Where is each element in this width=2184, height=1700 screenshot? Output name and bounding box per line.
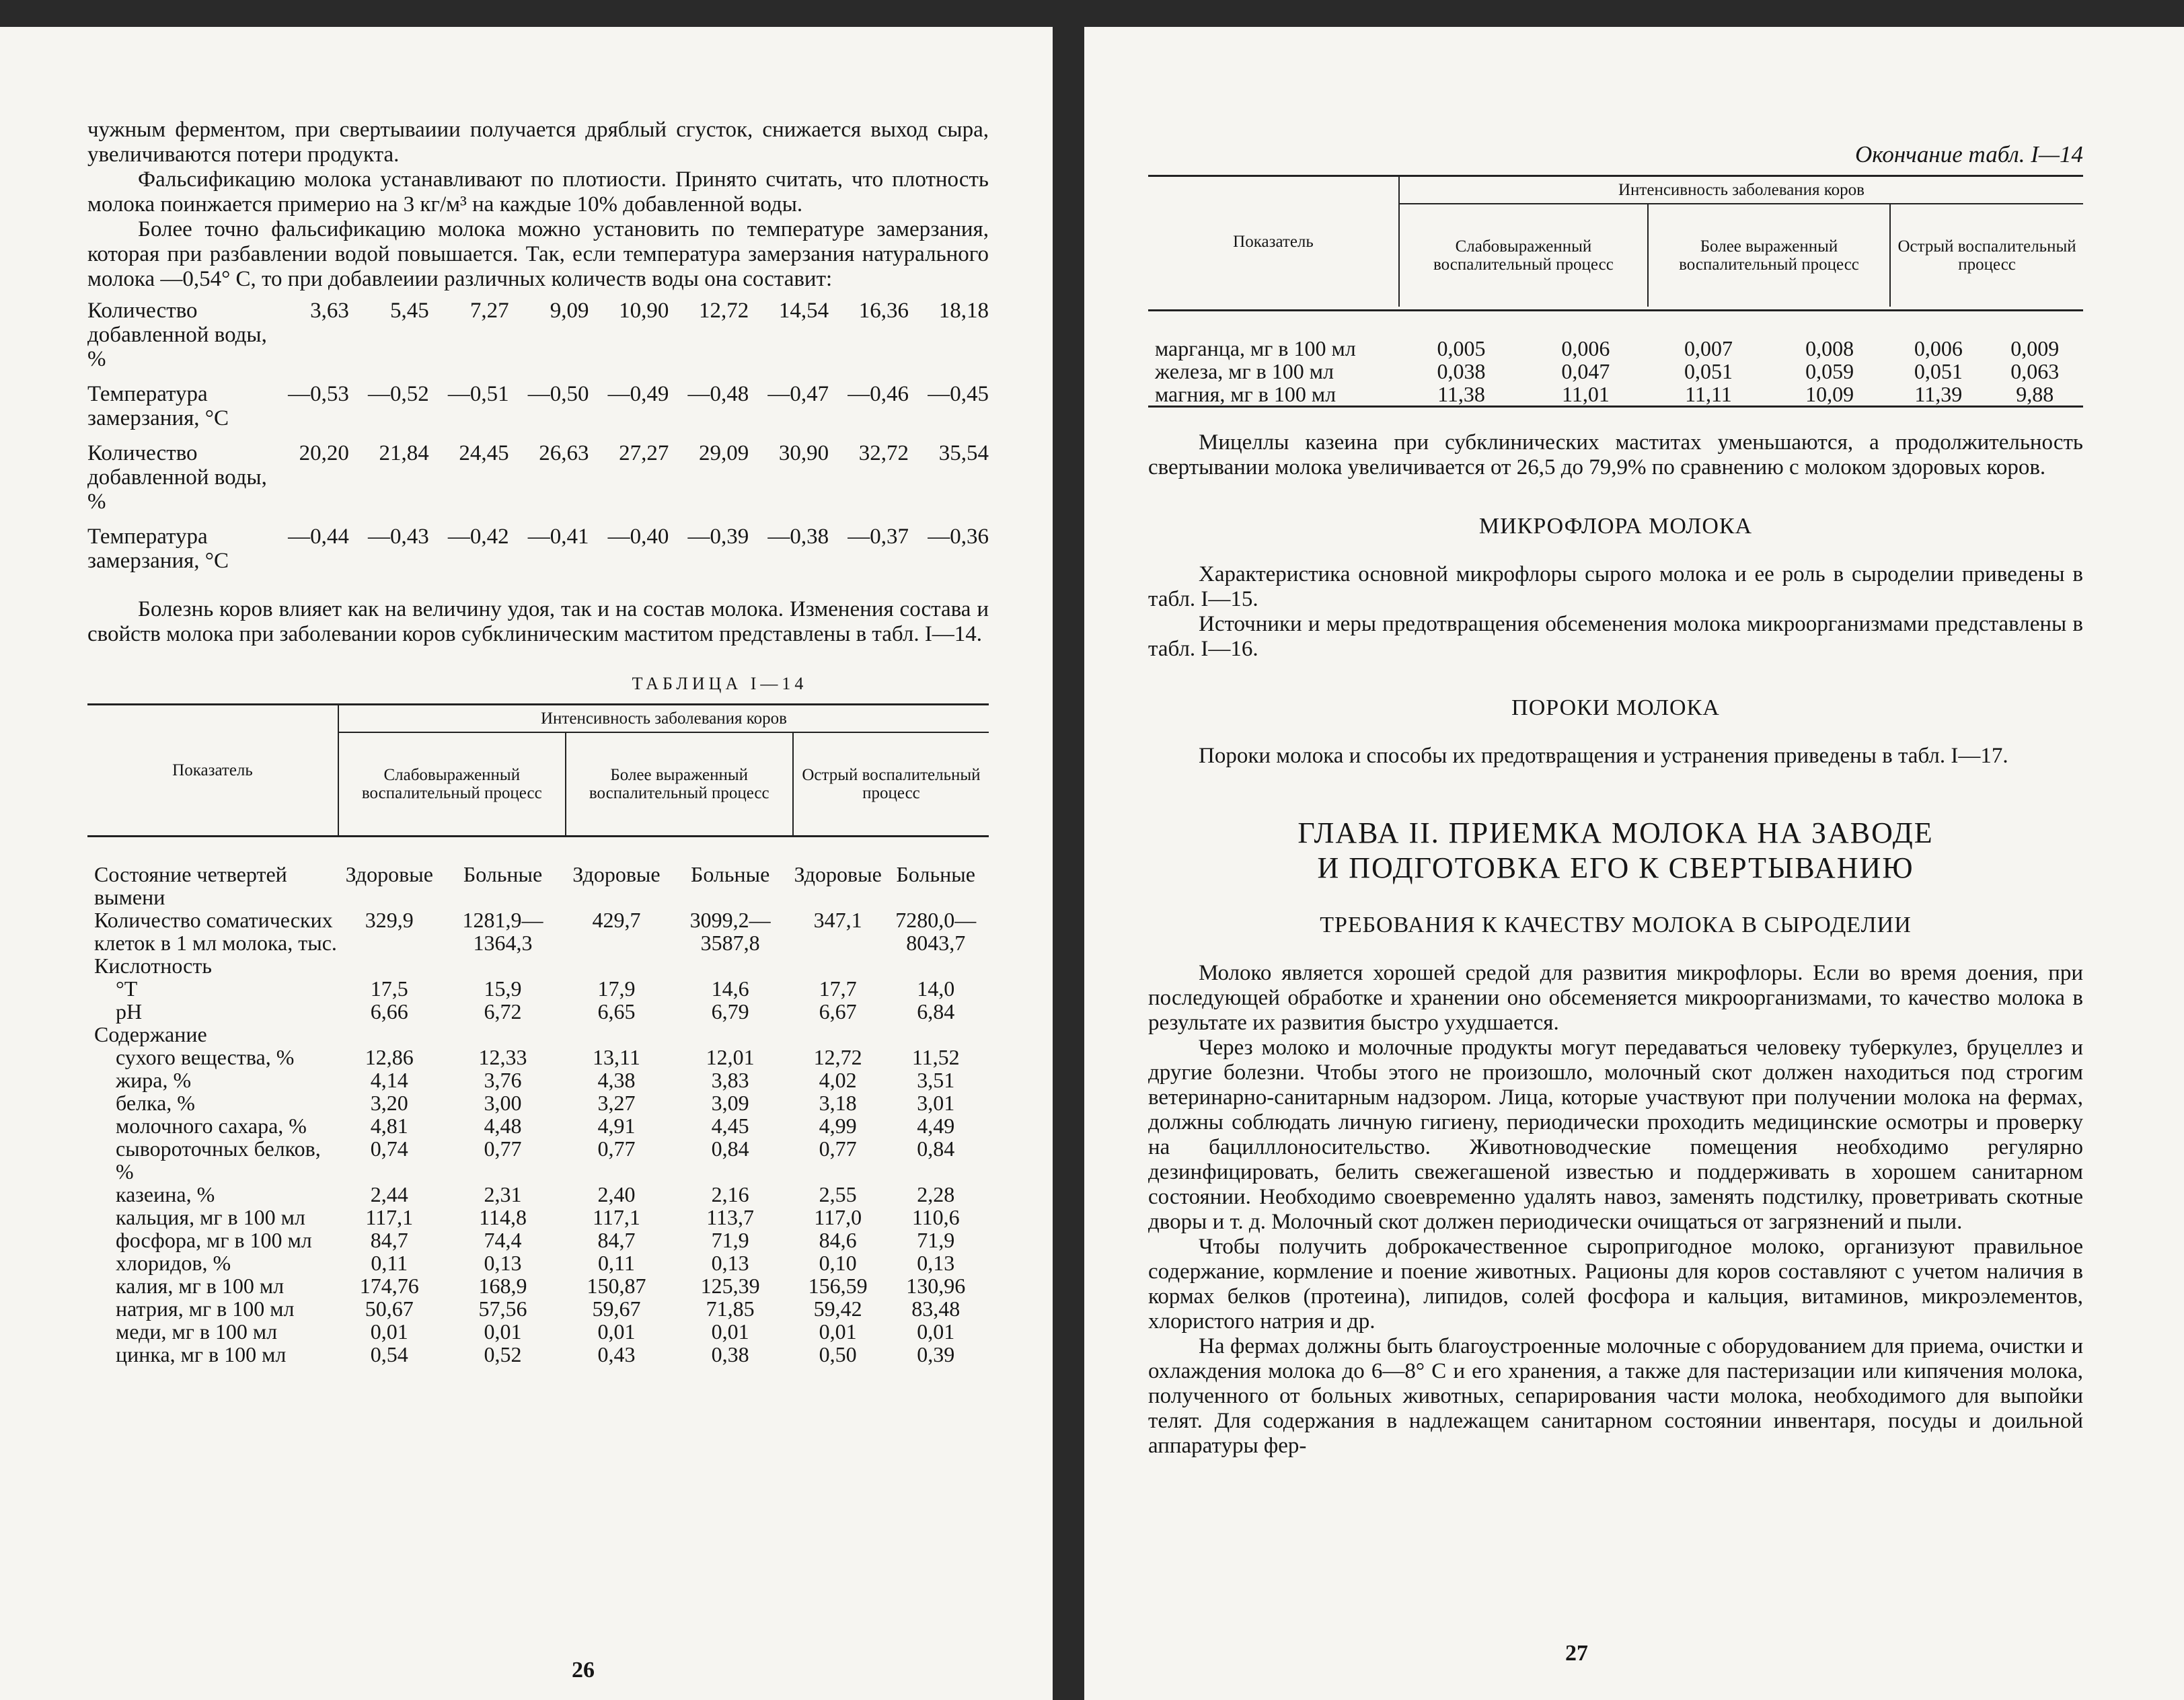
row-label: магния, мг в 100 мл xyxy=(1148,383,1399,407)
cell-value: 0,01 xyxy=(484,1319,522,1344)
table-row xyxy=(87,1274,989,1297)
cell-value: 114,8 xyxy=(479,1205,527,1229)
microflora-heading: МИКРОФЛОРА МОЛОКА xyxy=(1478,514,1753,539)
cell-value: 2,16 xyxy=(711,1182,749,1206)
freezing-value: 3,63 xyxy=(310,299,349,323)
body-paragraph-1: Молоко является хорошей средой для развития микрофлоры. Если во время доения, при последующей обработке и хранении оно обсеменяется микроорганизмами, то качество молока в результате их развития быстро ухудшается. xyxy=(1148,961,2083,1035)
cell-value: 0,038 xyxy=(1437,359,1486,383)
freezing-table-row xyxy=(87,299,989,382)
cell-value: 4,99 xyxy=(819,1114,857,1138)
col-acute-cont: Острый воспалительный процесс xyxy=(1890,204,2083,307)
cell-value: 0,74 xyxy=(370,1136,408,1161)
cell-value xyxy=(667,1023,793,1046)
freezing-value: —0,53 xyxy=(288,382,349,406)
intro-paragraph-3: Более точно фальсификацию молока можно установить по температуре замерзания, которая при разбавлении водой повышается. Так, если температура замерзания натурального молока —0,54° С, то при добавлеиии различных количеств воды она составит: xyxy=(87,217,989,291)
cell-value: 125,39 xyxy=(700,1274,760,1298)
row-label: Состояние четвертей вымени xyxy=(94,862,287,909)
freezing-value: 14,54 xyxy=(778,299,829,323)
cell-value: 15,9 xyxy=(484,976,522,1001)
cell-value: 6,79 xyxy=(711,999,749,1023)
table-row xyxy=(87,1023,989,1046)
cell-value: 0,01 xyxy=(711,1319,749,1344)
chapter-title xyxy=(1148,816,2083,886)
microflora-paragraph-2: Источники и меры предотвращения обсеменения молока микроорганизмами представлены в табл. I—16. xyxy=(1148,612,2083,661)
cell-value: 117,1 xyxy=(365,1205,414,1229)
col-group: Интенсивность заболевания коров xyxy=(338,705,989,733)
cell-value: 0,009 xyxy=(2010,336,2060,360)
freezing-value: 12,72 xyxy=(699,299,749,323)
freezing-table-row xyxy=(87,441,989,525)
cell-value: 0,01 xyxy=(819,1319,857,1344)
table-row xyxy=(87,1297,989,1320)
row-label: натрия, мг в 100 мл xyxy=(116,1297,295,1321)
table-row xyxy=(87,1343,989,1366)
freezing-value: —0,37 xyxy=(848,525,909,549)
row-label: марганца, мг в 100 мл xyxy=(1155,336,1356,360)
freezing-value: 18,18 xyxy=(938,299,989,323)
cell-value xyxy=(566,954,668,977)
cell-value: 0,01 xyxy=(597,1319,636,1344)
cell-value: 11,39 xyxy=(1890,383,1986,407)
cell-value: 59,67 xyxy=(592,1297,641,1321)
cell-value: 0,063 xyxy=(2010,359,2060,383)
cell-value: Здоровые xyxy=(345,862,433,886)
cell-value: 59,42 xyxy=(813,1297,862,1321)
table-row xyxy=(1148,383,2083,407)
cell-value: 7280,0—8043,7 xyxy=(895,908,977,955)
cell-value: 0,051 xyxy=(1914,359,1963,383)
cell-value: 13,11 xyxy=(593,1045,640,1069)
cell-value: 9,88 xyxy=(1987,383,2083,407)
cell-value: 0,01 xyxy=(917,1319,955,1344)
freezing-row-label: Температура замерзания, °С xyxy=(87,382,229,430)
cell-value xyxy=(882,1023,989,1046)
mastitis-table xyxy=(87,703,989,1366)
cell-value xyxy=(566,1023,668,1046)
intro-paragraph-2: Фальсификацию молока устанавливают по плотиости. Принято считать, что плотность молока поинжается примерио на 3 кг/м³ на каждые 10% добавленной воды. xyxy=(87,167,989,217)
table-row xyxy=(87,1137,989,1183)
cell-value: 2,40 xyxy=(597,1182,636,1206)
cell-value xyxy=(793,954,883,977)
freezing-point-table xyxy=(87,299,989,584)
cell-value: 0,52 xyxy=(484,1342,522,1366)
freezing-value: 21,84 xyxy=(379,441,429,465)
cell-value xyxy=(338,1023,440,1046)
cell-value: 6,84 xyxy=(917,999,955,1023)
table-row xyxy=(87,909,989,954)
cell-value: 3,18 xyxy=(819,1091,857,1115)
row-label: сывороточных белков, % xyxy=(116,1136,321,1184)
cell-value: 0,84 xyxy=(917,1136,955,1161)
cell-value: 0,006 xyxy=(1914,336,1963,360)
cell-value: 3,83 xyxy=(711,1068,749,1092)
cell-value: 12,86 xyxy=(365,1045,414,1069)
cell-value: Здоровые xyxy=(794,862,882,886)
cell-value: 347,1 xyxy=(813,908,862,932)
cell-value xyxy=(667,954,793,977)
freezing-value: —0,42 xyxy=(447,525,509,549)
col-group-cont: Интенсивность заболевания коров xyxy=(1399,176,2083,204)
cell-value: 0,005 xyxy=(1437,336,1486,360)
cell-value: 2,55 xyxy=(819,1182,857,1206)
col-more-cont: Более выраженный воспалительный процесс xyxy=(1648,204,1890,307)
col-indicator-cont: Показатель xyxy=(1233,233,1314,251)
cell-value: 429,7 xyxy=(592,908,641,932)
body-paragraph-2: Через молоко и молочные продукты могут передаваться человеку туберкулез, бруцеллез и другие болезни. Чтобы этого не произошло, молочный скот должен находиться под строгим ветеринарно-санитарным надзором. Лица, которые участвуют при получении молока на фермах, должны соблюдать личную гигиену, периодически проходить медицинские осмотры и проверку на бацилллоносительство. Животноводческие помещения необходимо регулярно дезинфицировать, белить свежегашеной известью и поддерживать в хорошем санитарном состоянии. Необходимо своевременно удалять навоз, заменять подстилку, проветривать скотные дворы и т. д. Молочный скот должен периодически очищаться от загрязнений и пыли. xyxy=(1148,1036,2083,1234)
cell-value: 3,20 xyxy=(370,1091,408,1115)
row-label: pH xyxy=(116,999,143,1023)
cell-value: 17,5 xyxy=(370,976,408,1001)
cell-value: 0,01 xyxy=(370,1319,408,1344)
disease-paragraph: Болезнь коров влияет как на величину удоя, так и на состав молока. Изменения состава и свойств молока при заболевании коров субклиническим маститом представлены в табл. I—14. xyxy=(87,597,989,646)
freezing-value: 30,90 xyxy=(778,441,829,465)
freezing-value: —0,47 xyxy=(767,382,829,406)
row-label: калия, мг в 100 мл xyxy=(116,1274,285,1298)
cell-value: 0,008 xyxy=(1805,336,1854,360)
cell-value xyxy=(440,1023,565,1046)
defects-heading: ПОРОКИ МОЛОКА xyxy=(1511,695,1720,720)
col-mild-cont: Слабовыраженный воспалительный процесс xyxy=(1399,204,1648,307)
freezing-value: —0,40 xyxy=(607,525,669,549)
row-label: молочного сахара, % xyxy=(116,1114,307,1138)
cell-value: 0,77 xyxy=(597,1136,636,1161)
cell-value xyxy=(793,1023,883,1046)
cell-value: 6,72 xyxy=(484,999,522,1023)
table-row xyxy=(87,1091,989,1114)
row-label: жира, % xyxy=(116,1068,192,1092)
cell-value: 110,6 xyxy=(911,1205,960,1229)
freezing-value: 26,63 xyxy=(539,441,589,465)
cell-value: 0,11 xyxy=(598,1251,635,1275)
table-row xyxy=(87,1046,989,1069)
table-label: ТАБЛИЦА I—14 xyxy=(632,674,808,693)
table-row xyxy=(87,954,989,977)
cell-value: 0,047 xyxy=(1561,359,1610,383)
cell-value: Больные xyxy=(690,862,770,886)
cell-value: 11,11 xyxy=(1648,383,1769,407)
cell-value: 71,9 xyxy=(711,1228,749,1252)
cell-value: 17,9 xyxy=(597,976,636,1001)
cell-value: 156,59 xyxy=(808,1274,868,1298)
freezing-value: —0,41 xyxy=(527,525,589,549)
cell-value: 84,7 xyxy=(370,1228,408,1252)
freezing-table-row xyxy=(87,382,989,441)
freezing-row-label: Количество добавленной воды, % xyxy=(87,299,267,371)
table-row xyxy=(87,977,989,1000)
freezing-value: —0,52 xyxy=(368,382,429,406)
cell-value: 329,9 xyxy=(365,908,414,932)
cell-value xyxy=(440,954,565,977)
body-paragraph-3: Чтобы получить доброкачественное сыропригодное молоко, организуют правильное содержание, кормление и поение животных. Рационы для коров составляют с учетом наличия в кормах белков (протеина), липидов, солей фосфора и кальция, витаминов, микроэлементов, хлористого натрия и др. xyxy=(1148,1235,2083,1334)
table-row xyxy=(87,1114,989,1137)
cell-value: 0,13 xyxy=(917,1251,955,1275)
cell-value: 0,051 xyxy=(1684,359,1733,383)
freezing-value: 5,45 xyxy=(390,299,429,323)
cell-value: 3,51 xyxy=(917,1068,955,1092)
cell-value: 71,9 xyxy=(917,1228,955,1252)
freezing-value: —0,36 xyxy=(928,525,989,549)
freezing-value: 32,72 xyxy=(858,441,909,465)
row-label: Кислотность xyxy=(94,954,212,978)
table-row xyxy=(87,1069,989,1091)
cell-value: 3,01 xyxy=(917,1091,955,1115)
cell-value: 0,84 xyxy=(711,1136,749,1161)
cell-value: 0,50 xyxy=(819,1342,857,1366)
cell-value: 4,91 xyxy=(597,1114,636,1138)
row-label: железа, мг в 100 мл xyxy=(1155,359,1334,383)
cell-value: 12,72 xyxy=(813,1045,862,1069)
cell-value: 0,43 xyxy=(597,1342,636,1366)
cell-value: 3,27 xyxy=(597,1091,636,1115)
freezing-value: —0,39 xyxy=(687,525,749,549)
cell-value: 83,48 xyxy=(911,1297,961,1321)
cell-value: 0,77 xyxy=(819,1136,857,1161)
col-indicator: Показатель xyxy=(87,705,338,837)
cell-value: 0,77 xyxy=(484,1136,522,1161)
cell-value: 0,39 xyxy=(917,1342,955,1366)
table-row xyxy=(87,1320,989,1343)
cell-value: 174,76 xyxy=(359,1274,419,1298)
left-page xyxy=(0,27,1053,1700)
freezing-value: —0,46 xyxy=(848,382,909,406)
table-row xyxy=(1148,360,2083,383)
freezing-value: —0,45 xyxy=(928,382,989,406)
cell-value: 10,09 xyxy=(1769,383,1890,407)
cell-value: 4,14 xyxy=(370,1068,408,1092)
cell-value: 3,76 xyxy=(484,1068,522,1092)
cell-value: 130,96 xyxy=(906,1274,966,1298)
freezing-value: 27,27 xyxy=(619,441,669,465)
cell-value: 11,38 xyxy=(1399,383,1523,407)
table-row xyxy=(87,863,989,909)
mastitis-table-continued xyxy=(1148,175,2083,408)
cell-value: 2,44 xyxy=(370,1182,408,1206)
table-row xyxy=(87,1183,989,1206)
col-mild: Слабовыраженный воспалительный процесс xyxy=(338,732,566,837)
cell-value: 3,00 xyxy=(484,1091,522,1115)
row-label: фосфора, мг в 100 мл xyxy=(116,1228,312,1252)
page-number-right: 27 xyxy=(1565,1641,1588,1666)
cell-value: 0,13 xyxy=(711,1251,749,1275)
freezing-value: 16,36 xyxy=(858,299,909,323)
microflora-paragraph-1: Характеристика основной микрофлоры сырого молока и ее роль в сыроделии приведены в табл. I—15. xyxy=(1148,562,2083,611)
page-number-left: 26 xyxy=(572,1658,595,1683)
cell-value: 4,48 xyxy=(484,1114,522,1138)
cell-value: 0,006 xyxy=(1561,336,1610,360)
micelle-paragraph: Мицеллы казеина при субклинических маститах уменьшаются, а продолжительность свертывании молока увеличивается от 26,5 до 79,9% по сравнению с молоком здоровых коров. xyxy=(1148,430,2083,479)
cell-value: 2,31 xyxy=(484,1182,522,1206)
cell-value: 0,007 xyxy=(1684,336,1733,360)
table-row xyxy=(87,1251,989,1274)
freezing-value: 35,54 xyxy=(938,441,989,465)
cell-value: 11,52 xyxy=(911,1045,960,1069)
cell-value: 0,10 xyxy=(819,1251,857,1275)
body-paragraph-4: На фермах должны быть благоустроенные молочные с оборудованием для приема, очистки и охлаждения молока до 6—8° С и его хранения, а также для пастеризации или кипячения молока, полученного от больных животных, сепарирования части молока, необходимого для выпойки телят. Для содержания в надлежащем санитарном состоянии инвентаря, посуды и доильной аппаратуры фер- xyxy=(1148,1334,2083,1458)
cell-value xyxy=(882,954,989,977)
intro-paragraph-1: чужным ферментом, при свертываиии получается дряблый сгусток, снижается выход сыра, увеличиваются потери продукта. xyxy=(87,118,989,167)
cell-value: 117,1 xyxy=(593,1205,640,1229)
defects-paragraph: Пороки молока и способы их предотвращения и устранения приведены в табл. I—17. xyxy=(1199,744,2008,768)
freezing-row-label: Температура замерзания, °С xyxy=(87,525,229,573)
freezing-value: 20,20 xyxy=(299,441,349,465)
freezing-value: —0,49 xyxy=(607,382,669,406)
cell-value: 0,54 xyxy=(370,1342,408,1366)
cell-value: 4,49 xyxy=(917,1114,955,1138)
cell-value: 57,56 xyxy=(478,1297,527,1321)
freezing-value: —0,51 xyxy=(447,382,509,406)
cell-value: 168,9 xyxy=(478,1274,527,1298)
cell-value: 0,11 xyxy=(371,1251,408,1275)
cell-value: 4,45 xyxy=(711,1114,749,1138)
freezing-value: 24,45 xyxy=(459,441,509,465)
row-label: хлоридов, % xyxy=(116,1251,231,1275)
cell-value: 117,0 xyxy=(814,1205,862,1229)
cell-value: 11,01 xyxy=(1523,383,1648,407)
freezing-value: —0,43 xyxy=(368,525,429,549)
freezing-table-row xyxy=(87,525,989,584)
col-more: Более выраженный воспалительный процесс xyxy=(566,732,793,837)
freezing-value: 7,27 xyxy=(469,299,509,323)
row-label: Количество соматических клеток в 1 мл молока, тыс. xyxy=(94,908,337,955)
cell-value: 12,33 xyxy=(478,1045,527,1069)
freezing-value: —0,50 xyxy=(527,382,589,406)
freezing-value: 10,90 xyxy=(619,299,669,323)
cell-value: 17,7 xyxy=(819,976,857,1001)
table-row xyxy=(87,1229,989,1251)
cell-value: 6,65 xyxy=(597,999,636,1023)
cell-value: 50,67 xyxy=(365,1297,414,1321)
cell-value: 84,6 xyxy=(819,1228,857,1252)
cell-value: Больные xyxy=(896,862,975,886)
cell-value: 4,02 xyxy=(819,1068,857,1092)
cell-value: 4,38 xyxy=(597,1068,636,1092)
cell-value: 2,28 xyxy=(917,1182,955,1206)
cell-value: 3,09 xyxy=(711,1091,749,1115)
freezing-value: —0,48 xyxy=(687,382,749,406)
row-label: казеина, % xyxy=(116,1182,215,1206)
table-row xyxy=(87,1206,989,1229)
cell-value: 12,01 xyxy=(706,1045,755,1069)
freezing-row-label: Количество добавленной воды, % xyxy=(87,441,267,514)
row-label: сухого вещества, % xyxy=(116,1045,295,1069)
cell-value: 74,4 xyxy=(484,1228,522,1252)
cell-value: 14,0 xyxy=(917,976,955,1001)
cell-value: 14,6 xyxy=(711,976,749,1001)
freezing-value: —0,38 xyxy=(767,525,829,549)
row-label: кальция, мг в 100 мл xyxy=(116,1205,305,1229)
right-page xyxy=(1084,27,2184,1700)
cell-value: 0,38 xyxy=(711,1342,749,1366)
cell-value: 0,059 xyxy=(1805,359,1854,383)
cell-value: 3099,2—3587,8 xyxy=(689,908,771,955)
table-row xyxy=(1148,337,2083,360)
cell-value: 0,13 xyxy=(484,1251,522,1275)
cell-value: 1281,9—1364,3 xyxy=(462,908,543,955)
requirements-heading: ТРЕБОВАНИЯ К КАЧЕСТВУ МОЛОКА В СЫРОДЕЛИИ xyxy=(1320,913,1912,937)
chapter-title-line-2: И ПОДГОТОВКА ЕГО К СВЕРТЫВАНИЮ xyxy=(1317,851,1914,884)
col-acute: Острый воспалительный процесс xyxy=(793,732,989,837)
cell-value: 113,7 xyxy=(706,1205,755,1229)
freezing-value: 9,09 xyxy=(550,299,589,323)
chapter-title-line-1: ГЛАВА II. ПРИЕМКА МОЛОКА НА ЗАВОДЕ xyxy=(1297,816,1934,849)
cell-value: 150,87 xyxy=(587,1274,646,1298)
continuation-label: Окончание табл. I—14 xyxy=(1855,141,2083,167)
row-label: Содержание xyxy=(94,1022,207,1046)
row-label: белка, % xyxy=(116,1091,195,1115)
freezing-value: —0,44 xyxy=(288,525,349,549)
freezing-value: 29,09 xyxy=(699,441,749,465)
row-label: меди, мг в 100 мл xyxy=(116,1319,278,1344)
row-label: цинка, мг в 100 мл xyxy=(116,1342,287,1366)
cell-value: 71,85 xyxy=(706,1297,755,1321)
cell-value: 4,81 xyxy=(370,1114,408,1138)
cell-value: 6,66 xyxy=(370,999,408,1023)
cell-value: 84,7 xyxy=(597,1228,636,1252)
cell-value: 6,67 xyxy=(819,999,857,1023)
cell-value xyxy=(338,954,440,977)
row-label: °Т xyxy=(116,976,138,1001)
cell-value: Больные xyxy=(463,862,543,886)
cell-value: Здоровые xyxy=(572,862,661,886)
table-row xyxy=(87,1000,989,1023)
